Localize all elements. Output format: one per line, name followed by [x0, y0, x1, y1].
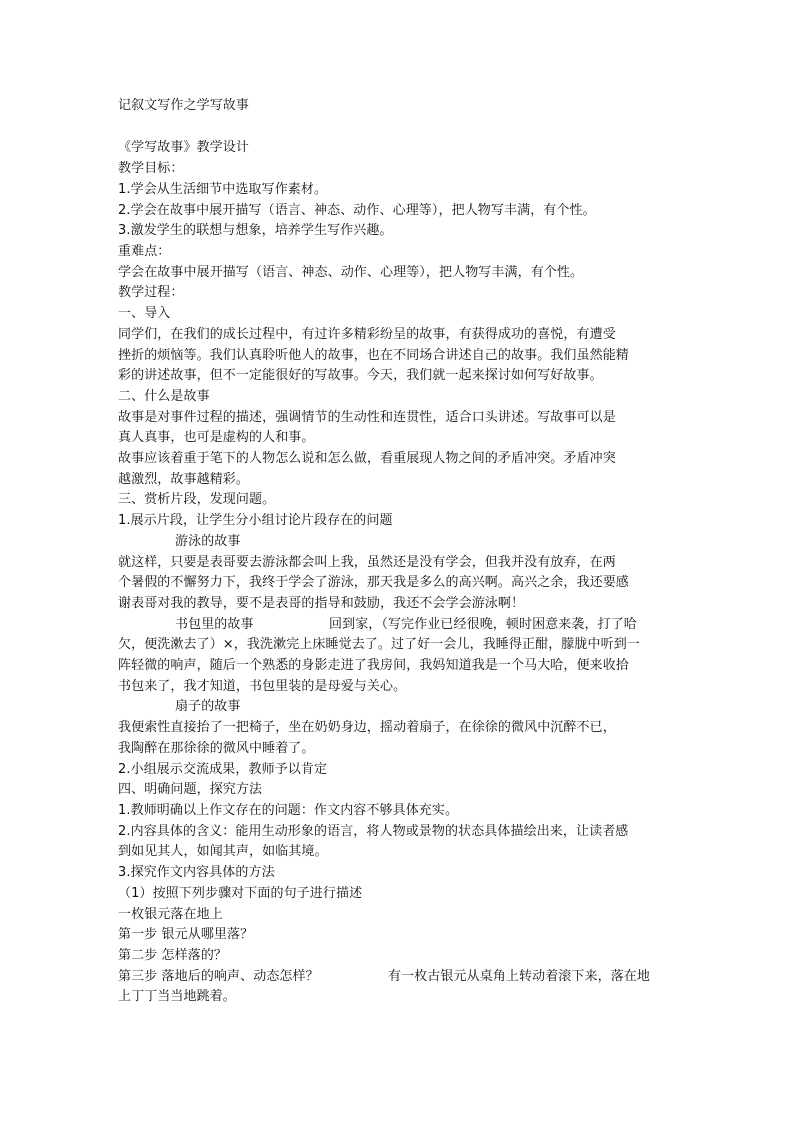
- goal-item: 3.激发学生的联想与想象，培养学生写作兴趣。: [118, 223, 393, 238]
- story-title: 扇子的故事: [175, 699, 241, 714]
- paragraph-line: 我便索性直接抬了一把椅子，坐在奶奶身边，摇动着扇子，在徐徐的微风中沉醉不已，: [118, 720, 616, 735]
- doc-title: 记叙文写作之学写故事: [118, 98, 250, 113]
- key-heading: 重难点：: [118, 244, 171, 259]
- goal-item: 1.学会从生活细节中选取写作素材。: [118, 182, 328, 197]
- step-line: 第一步 银元从哪里落？: [118, 927, 254, 942]
- goals-heading: 教学目标：: [118, 161, 184, 176]
- step-line: 第二步 怎样落的？: [118, 948, 228, 963]
- paragraph-line: 挫折的烦恼等。我们认真聆听他人的故事，也在不同场合讲述自己的故事。我们虽然能精: [118, 348, 629, 363]
- paragraph-line: 我陶醉在那徐徐的微风中睡着了。: [118, 741, 315, 756]
- list-item: 1.展示片段，让学生分小组讨论片段存在的问题: [118, 513, 393, 528]
- story-title: 游泳的故事: [175, 534, 241, 549]
- doc-subtitle: 《学写故事》教学设计: [118, 140, 250, 155]
- list-item: 1.教师明确以上作文存在的问题：作文内容不够具体充实。: [118, 803, 459, 818]
- goal-item: 2.学会在故事中展开描写（语言、神态、动作、心理等），把人物写丰满，有个性。: [118, 203, 596, 218]
- story-title: 书包里的故事: [175, 617, 254, 632]
- paragraph-line: 个暑假的不懈努力下，我终于学会了游泳，那天我是多么的高兴啊。高兴之余，我还要感: [118, 575, 629, 590]
- paragraph-line: 同学们，在我们的成长过程中，有过许多精彩纷呈的故事，有获得成功的喜悦，有遭受: [118, 327, 616, 342]
- step-answer: 有一枚古银元从桌角上转动着滚下来，落在地: [388, 969, 651, 984]
- list-item: 3.探究作文内容具体的方法: [118, 865, 275, 880]
- paragraph-line: 真人真事，也可是虚构的人和事。: [118, 430, 315, 445]
- paragraph-line: 越激烈，故事越精彩。: [118, 472, 250, 487]
- paragraph-line: 彩的讲述故事，但不一定能很好的写故事。今天，我们就一起来探讨如何写好故事。: [118, 368, 603, 383]
- paragraph-line: 欠，便洗漱去了）×，我洗漱完上床睡觉去了。过了好一会儿，我睡得正酣，朦胧中听到一: [118, 637, 640, 652]
- paragraph-line: 谢表哥对我的教导，要不是表哥的指导和鼓励，我还不会学会游泳啊！: [118, 596, 525, 611]
- paragraph-line: 阵轻微的响声，随后一个熟悉的身影走进了我房间，我妈知道我是一个马大哈，便来收拾: [118, 658, 629, 673]
- paragraph-line: 书包来了，我才知道，书包里装的是母爱与关心。: [118, 679, 407, 694]
- list-item: 到如见其人，如闻其声，如临其境。: [118, 844, 328, 859]
- key-text: 学会在故事中展开描写（语言、神态、动作、心理等），把人物写丰满，有个性。: [118, 265, 584, 280]
- list-item: （1）按照下列步骤对下面的句子进行描述: [118, 886, 363, 901]
- paragraph-line: 故事应该着重于笔下的人物怎么说和怎么做，看重展现人物之间的矛盾冲突。矛盾冲突: [118, 451, 616, 466]
- paragraph-line: 故事是对事件过程的描述，强调情节的生动性和连贯性，适合口头讲述。写故事可以是: [118, 410, 616, 425]
- section-heading: 一、导入: [118, 306, 171, 321]
- section-heading: 三、赏析片段，发现问题。: [118, 492, 276, 507]
- process-heading: 教学过程：: [118, 285, 184, 300]
- step-answer: 上丁丁当当地跳着。: [118, 989, 236, 1004]
- list-item: 2.小组展示交流成果，教师予以肯定: [118, 762, 328, 777]
- section-heading: 四、明确问题，探究方法: [118, 782, 263, 797]
- paragraph-line: 回到家，（写完作业已经很晚，顿时困意来袭，打了哈: [329, 617, 637, 632]
- step-line: 第三步 落地后的响声、动态怎样？: [118, 969, 319, 984]
- section-heading: 二、什么是故事: [118, 389, 210, 404]
- paragraph-line: 就这样，只要是表哥要去游泳都会叫上我，虽然还是没有学会，但我并没有放弃，在两: [118, 555, 616, 570]
- list-item: 2.内容具体的含义：能用生动形象的语言，将人物或景物的状态具体描绘出来，让读者感: [118, 824, 629, 839]
- example-sentence: 一枚银元落在地上: [118, 907, 223, 922]
